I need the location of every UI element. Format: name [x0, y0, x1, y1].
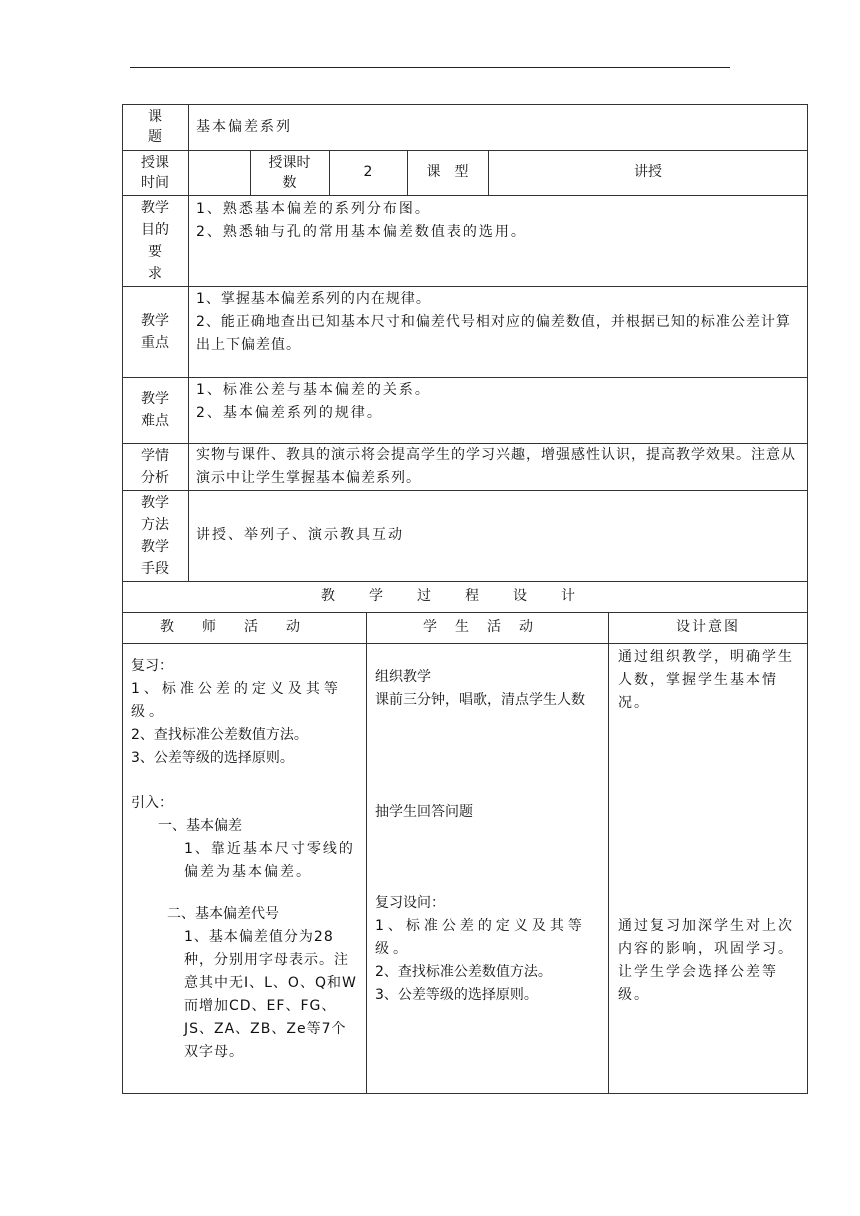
situation-label: 学情 分析	[141, 447, 169, 486]
intent-text: 通过复习加深学生对上次内容的影响，巩固学习。让学生学会选择公差等级。	[618, 918, 794, 1003]
method-text: 讲授、举列子、演示教具互动	[196, 527, 404, 543]
method-label: 教学 方法 教学 手段	[141, 494, 169, 577]
teacher-review-title: 复习：	[131, 658, 173, 674]
student-activity: 复习设问：	[375, 895, 445, 911]
difficulty-text: 1、标准公差与基本偏差的关系。 2、基本偏差系列的规律。	[196, 382, 431, 421]
student-activity: 3、公差等级的选择原则。	[375, 987, 538, 1003]
student-activity: 2、查找标准公差数值方法。	[375, 964, 552, 980]
row-divider	[122, 643, 808, 644]
topic-value: 基本偏差系列	[196, 118, 292, 135]
hours-label: 授课时 数	[268, 154, 311, 191]
goals-label: 教学 目的 要 求	[141, 200, 169, 282]
row-divider	[122, 286, 808, 287]
col-divider	[608, 612, 609, 1094]
teacher-review-item: 1、标准公差的定义及其等级。	[131, 681, 342, 720]
col-divider	[366, 612, 367, 1094]
teacher-section-item: 1、基本偏差值分为28种，分别用字母表示。注意其中无I、L、O、Q和W而增加CD、EF、FG、JS、ZA、ZB、Ze等7个双字母。	[184, 929, 357, 1060]
col-student-header: 学生活动	[423, 619, 551, 635]
row-divider	[122, 195, 808, 196]
difficulty-label: 教学 难点	[141, 391, 169, 429]
teacher-review-item: 2、查找标准公差数值方法。	[131, 727, 308, 743]
type-value: 讲授	[634, 164, 662, 180]
col-intent-header: 设计意图	[676, 619, 740, 635]
student-activity: 抽学生回答问题	[375, 804, 473, 820]
teacher-intro-title: 引入：	[131, 795, 173, 811]
time-value	[188, 150, 250, 195]
teacher-section-heading: 一、基本偏差	[158, 818, 242, 834]
type-label: 课 型	[426, 164, 469, 180]
header-rule	[130, 67, 730, 68]
student-activity: 1、标准公差的定义及其等级。	[375, 918, 586, 957]
topic-label: 课 题	[148, 109, 162, 145]
intent-text: 通过组织教学，明确学生人数，掌握学生基本情况。	[618, 649, 794, 711]
col-teacher-header: 教师活动	[160, 619, 328, 635]
student-activity: 课前三分钟，唱歌，清点学生人数	[375, 692, 585, 708]
goals-text: 1、熟悉基本偏差的系列分布图。 2、熟悉轴与孔的常用基本偏差数值表的选用。	[196, 201, 527, 240]
key-label: 教学 重点	[141, 312, 169, 351]
student-activity: 组织教学	[375, 669, 431, 685]
hours-value: 2	[363, 164, 373, 180]
teacher-review-item: 3、公差等级的选择原则。	[131, 750, 294, 766]
teacher-section-heading: 二、基本偏差代号	[167, 906, 279, 922]
key-text: 1、掌握基本偏差系列的内在规律。 2、能正确地查出已知基本尺寸和偏差代号相对应的偏差数值，并根据已知的标准公差计算出上下偏差值。	[196, 291, 791, 353]
process-title: 教学过程设计	[321, 588, 609, 604]
situation-text: 实物与课件、教具的演示将会提高学生的学习兴趣，增强感性认识，提高教学效果。注意从演示中让学生掌握基本偏差系列。	[196, 447, 796, 486]
time-label: 授课 时间	[141, 154, 169, 191]
row-divider	[122, 377, 808, 378]
teacher-section-item: 1、靠近基本尺寸零线的偏差为基本偏差。	[184, 841, 355, 880]
